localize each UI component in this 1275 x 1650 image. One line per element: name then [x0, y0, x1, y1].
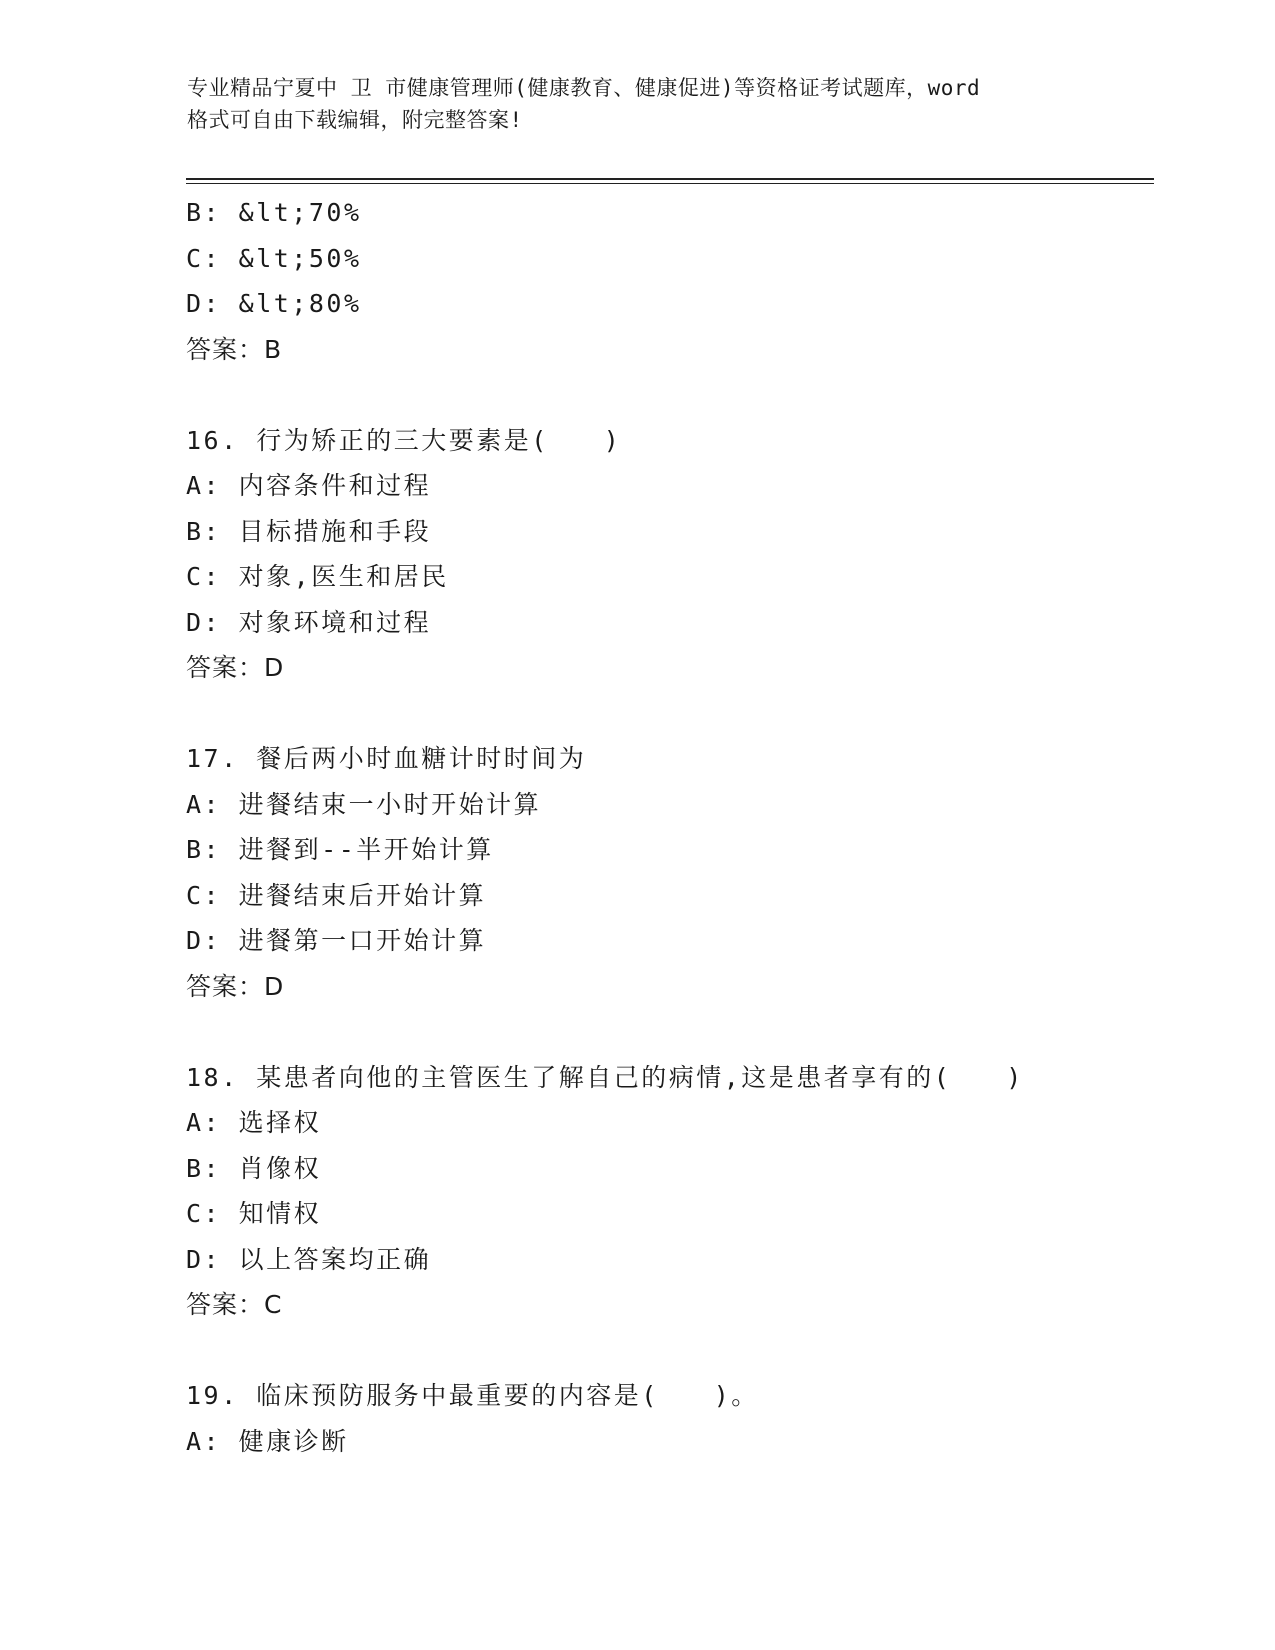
- answer-label: 答案：C: [186, 1290, 283, 1319]
- option-d: D: 以上答案均正确: [186, 1244, 432, 1274]
- option-c: C: 知情权: [186, 1199, 322, 1228]
- header-line-1: 专业精品宁夏中 卫 市健康管理师(健康教育、健康促进)等资格证考试题库，word: [187, 76, 981, 100]
- spacer: [186, 1328, 1146, 1374]
- question-stem: 19. 临床预防服务中最重要的内容是( )。: [186, 1381, 759, 1410]
- option-d: D: 对象环境和过程: [186, 607, 432, 637]
- option-d: D: 进餐第一口开始计算: [186, 926, 487, 955]
- answer-label: 答案：D: [186, 653, 285, 682]
- option-a: A: 内容条件和过程: [186, 471, 432, 500]
- header-line-2: 格式可自由下载编辑，附完整答案!: [187, 108, 523, 132]
- option-b: B: 肖像权: [186, 1153, 322, 1183]
- option-d: D: &lt;80%: [186, 289, 362, 318]
- option-c: C: 对象,医生和居民: [186, 562, 449, 591]
- document-header: [187, 72, 1087, 136]
- question-16: [186, 418, 1146, 691]
- question-list: [186, 190, 1146, 1464]
- option-c: C: 进餐结束后开始计算: [186, 880, 487, 910]
- question-15-continued: [186, 190, 1146, 372]
- option-a: A: 选择权: [186, 1108, 322, 1137]
- option-b: B: 进餐到--半开始计算: [186, 835, 494, 864]
- question-stem: 16. 行为矫正的三大要素是( ): [186, 425, 622, 455]
- spacer: [186, 1009, 1146, 1055]
- spacer: [186, 691, 1146, 737]
- header-divider-thin: [186, 183, 1154, 184]
- answer-label: 答案：D: [186, 971, 285, 1001]
- question-17: [186, 736, 1146, 1009]
- answer-label: 答案：B: [186, 334, 283, 364]
- spacer: [186, 372, 1146, 418]
- question-stem: 18. 某患者向他的主管医生了解自己的病情,这是患者享有的( ): [186, 1062, 1024, 1092]
- option-a: A: 健康诊断: [186, 1426, 349, 1456]
- option-b: B: 目标措施和手段: [186, 516, 432, 546]
- question-stem: 17. 餐后两小时血糖计时时间为: [186, 744, 587, 773]
- header-divider-thick: [186, 178, 1154, 180]
- option-c: C: &lt;50%: [186, 243, 362, 273]
- option-a: A: 进餐结束一小时开始计算: [186, 789, 542, 819]
- option-b: B: &lt;70%: [186, 198, 362, 227]
- question-18: [186, 1055, 1146, 1328]
- question-19: [186, 1373, 1146, 1464]
